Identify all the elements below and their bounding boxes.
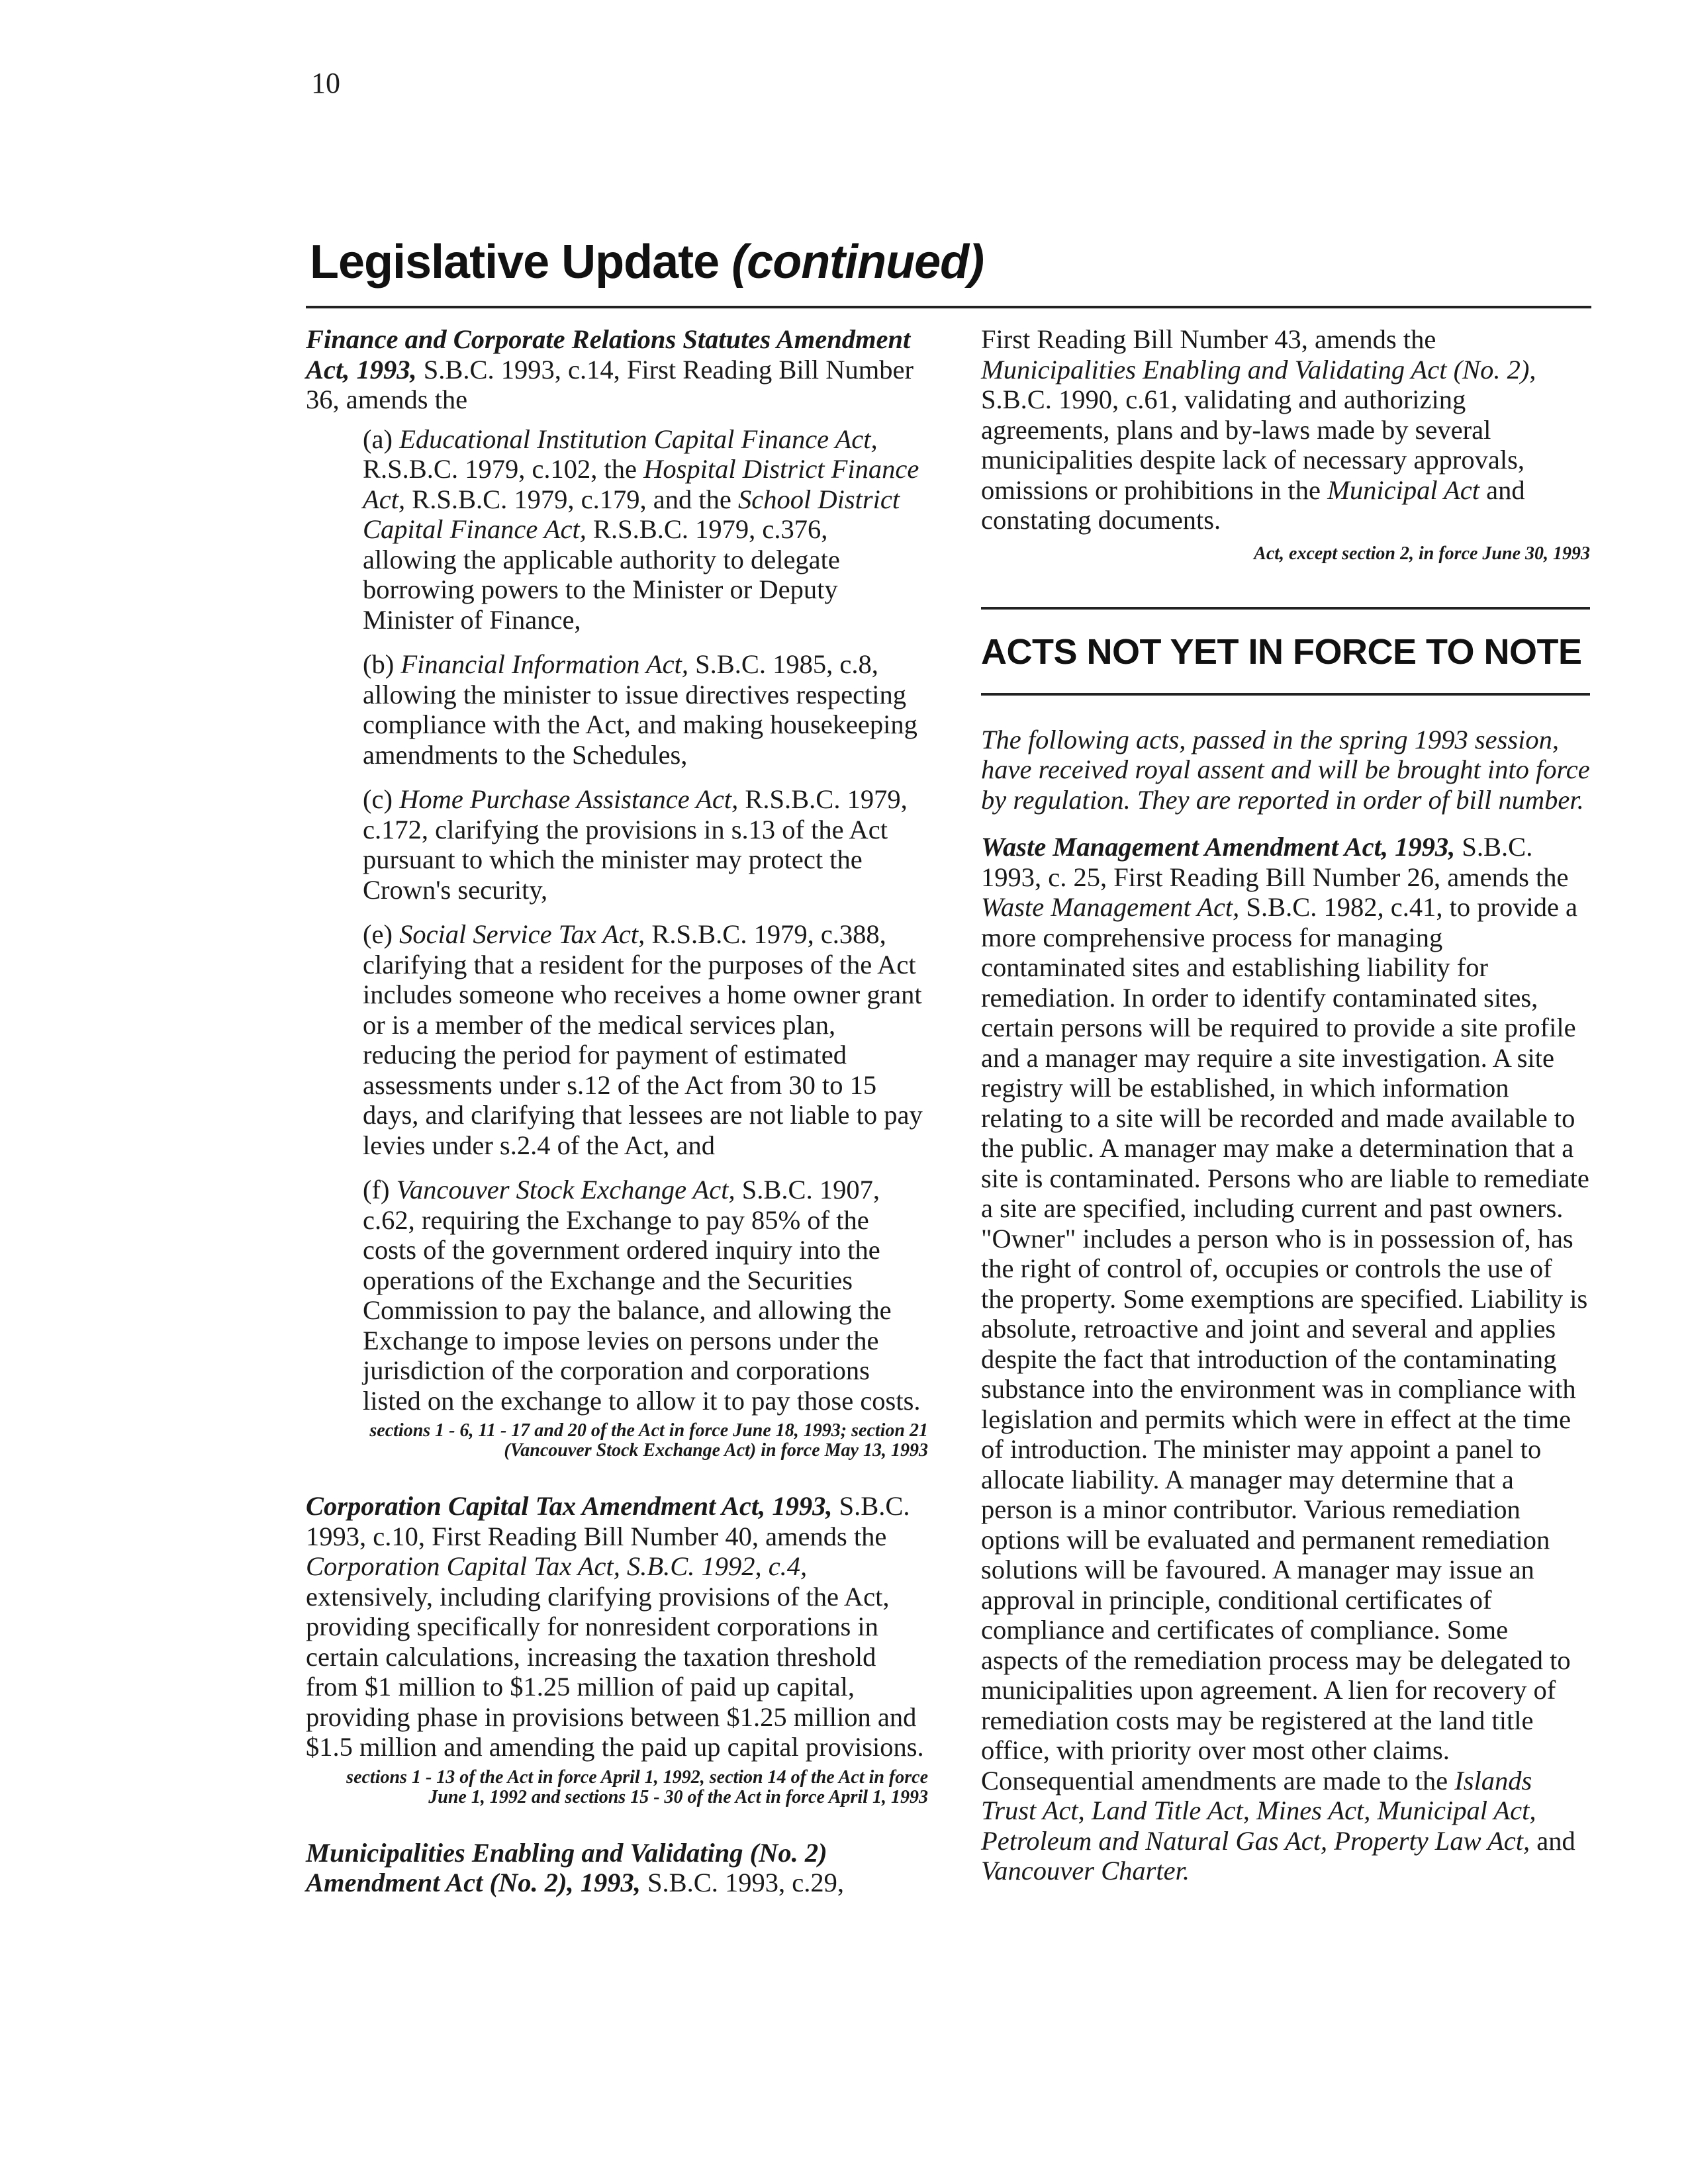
finance-item-c (306, 784, 928, 905)
corporation-act-title: Corporation Capital Tax Amendment Act, 1993, (306, 1491, 833, 1521)
acts-not-yet-in-force-heading: ACTS NOT YET IN FORCE TO NOTE (981, 631, 1582, 672)
section-title (310, 235, 984, 289)
item-a-text-3: R.S.B.C. 1979, c.376, allowing the applicable authority to delegate borrowing powers to the Minister or Deputy Minister of Finance, (363, 514, 840, 635)
finance-act-in-force-note: sections 1 - 6, 11 - 17 and 20 of the Act in force June 18, 1993; section 21 (Vancouver Stock Exchange Act) in force May 13, 1993 (369, 1420, 928, 1461)
municipalities-act-paragraph (306, 1838, 928, 1898)
municipalities-act-title: Municipalities Enabling and Validating (No. 2) Amendment Act (No. 2), 1993, (306, 1837, 827, 1897)
continuation-text-1: First Reading Bill Number 43, amends the (981, 324, 1436, 354)
corporation-act-ref: Corporation Capital Tax Act, S.B.C. 1992, c.4, (306, 1551, 808, 1581)
municipalities-act-continuation (981, 324, 1590, 535)
acts-intro: The following acts, passed in the spring 1993 session, have received royal assent and will be brought into force by regulation. They are reported in order of bill number. (981, 724, 1590, 815)
item-b-act: Financial Information Act, (400, 649, 688, 679)
page-number: 10 (311, 67, 340, 99)
item-e-label: (e) (363, 919, 400, 949)
continuation-act-2: Municipal Act (1327, 475, 1479, 505)
waste-act-title: Waste Management Amendment Act, 1993, (981, 832, 1456, 862)
item-a-text-2: R.S.B.C. 1979, c.179, and the (405, 484, 738, 514)
continuation-text-3: and constating documents. (981, 475, 1525, 535)
waste-act-paragraph (981, 832, 1590, 1886)
waste-act-consequential-acts: Islands Trust Act, Land Title Act, Mines Act, Municipal Act, Petroleum and Natural Gas Act, Property Law Act, (981, 1765, 1536, 1856)
right-column (981, 324, 1590, 1895)
item-b-text: S.B.C. 1985, c.8, allowing the minister to issue directives respecting compliance with the Act, and making housekeeping amendments to the Schedules, (363, 649, 917, 770)
municipalities-act-in-force-note: Act, except section 2, in force June 30, 1993 (1254, 543, 1590, 564)
left-column (306, 324, 928, 1907)
item-b-label: (b) (363, 649, 401, 679)
continuation-text-2: S.B.C. 1990, c.61, validating and authorizing agreements, plans and by-laws made by several municipalities despite lack of necessary approvals, omissions or prohibitions in the (981, 385, 1524, 505)
acts-heading-rule-bottom (981, 693, 1590, 696)
continuation-act-1: Municipalities Enabling and Validating Act (No. 2), (981, 354, 1536, 385)
acts-heading-rule-top (981, 607, 1590, 610)
waste-act-text-3: and (1530, 1825, 1575, 1856)
section-title-sub: (continued) (731, 236, 984, 289)
corporation-act-paragraph (306, 1491, 928, 1762)
item-f-label: (f) (363, 1175, 397, 1205)
finance-item-e (306, 919, 928, 1160)
item-e-act: Social Service Tax Act, (399, 919, 645, 949)
finance-act-title: Finance and Corporate Relations Statutes Amendment Act, 1993, (306, 324, 911, 385)
item-a-act-2: Hospital District Finance Act, (363, 454, 919, 514)
finance-act-intro (306, 324, 928, 415)
item-a-text-1: R.S.B.C. 1979, c.102, the (363, 454, 644, 484)
item-c-text: R.S.B.C. 1979, c.172, clarifying the provisions in s.13 of the Act pursuant to which the minister may protect the Crown's security, (363, 784, 908, 905)
item-c-label: (c) (363, 784, 400, 814)
corporation-act-text-1: S.B.C. 1993, c.10, First Reading Bill Number 40, amends the (306, 1491, 910, 1551)
finance-item-b (306, 649, 928, 770)
waste-act-ref: Waste Management Act, (981, 892, 1240, 922)
item-a-act-1: Educational Institution Capital Finance Act, (399, 424, 878, 454)
finance-item-a (306, 424, 928, 635)
item-a-act-3: School District Capital Finance Act, (363, 484, 900, 544)
top-rule (306, 306, 1591, 308)
item-f-text: S.B.C. 1907, c.62, requiring the Exchange to pay 85% of the costs of the government ordered inquiry into the operations of the Exchange and the Securities Commission to pay the balance, and allowing the Exchange to impose levies on persons under the jurisdiction of the corporation and corporations listed on the exchange to allow it to pay those costs. (363, 1175, 921, 1416)
corporation-act-text-2: extensively, including clarifying provisions of the Act, providing specifically for nonresident corporations in certain calculations, increasing the taxation threshold from $1 million to $1.25 million of paid up capital, providing phase in provisions between $1.25 million and $1.5 million and amending the paid up capital provisions. (306, 1581, 924, 1762)
waste-act-vancouver-charter: Vancouver Charter. (981, 1856, 1190, 1886)
item-e-text: R.S.B.C. 1979, c.388, clarifying that a resident for the purposes of the Act includes someone who receives a home owner grant or is a member of the medical services plan, reducing the period for payment of estimated assessments under s.12 of the Act from 30 to 15 days, and clarifying that lessees are not liable to pay levies under s.2.4 of the Act, and (363, 919, 923, 1160)
finance-item-f (306, 1175, 928, 1416)
municipalities-act-text: S.B.C. 1993, c.29, (640, 1868, 845, 1897)
section-title-main: Legislative Update (310, 236, 720, 289)
finance-act-intro-text: S.B.C. 1993, c.14, First Reading Bill Number 36, amends the (306, 354, 914, 414)
waste-act-text-1: S.B.C. 1993, c. 25, First Reading Bill Number 26, amends the (981, 832, 1569, 892)
corporation-act-in-force-note: sections 1 - 13 of the Act in force April 1, 1992, section 14 of the Act in force June 1, 1992 and sections 15 - 30 of the Act in force April 1, 1993 (346, 1766, 928, 1807)
item-c-act: Home Purchase Assistance Act, (399, 784, 739, 814)
item-a-label: (a) (363, 424, 400, 454)
item-f-act: Vancouver Stock Exchange Act, (396, 1175, 735, 1205)
waste-act-text-2: S.B.C. 1982, c.41, to provide a more comprehensive process for managing contaminated sites and establishing liability for remediation. In order to identify contaminated sites, certain persons will be required to provide a site profile and a manager may require a site investigation. A site registry will be established, in which information relating to a site will be recorded and made available to the public. A manager may make a determination that a site is contaminated. Persons who are liable to remediate a site are specified, including current and past owners. "Owner" includes a person who is in possession of, has the right of control of, occupies or controls the use of the property. Some exemptions are specified. Liability is absolute, retroactive and joint and several and applies despite the fact that introduction of the contaminating substance into the environment was in compliance with legislation and permits which were in effect at the time of introduction. The minister may appoint a panel to allocate liability. A manager may determine that a person is a minor contributor. Various remediation options will be evaluated and permanent remediation solutions will be favoured. A manager may issue an approval in principle, conditional certificates of compliance and certificates of compliance. Some aspects of the remediation process may be delegated to municipalities upon agreement. A lien for recovery of remediation costs may be registered at the land title office, with priority over most other claims. Consequential amendments are made to the (981, 892, 1589, 1796)
